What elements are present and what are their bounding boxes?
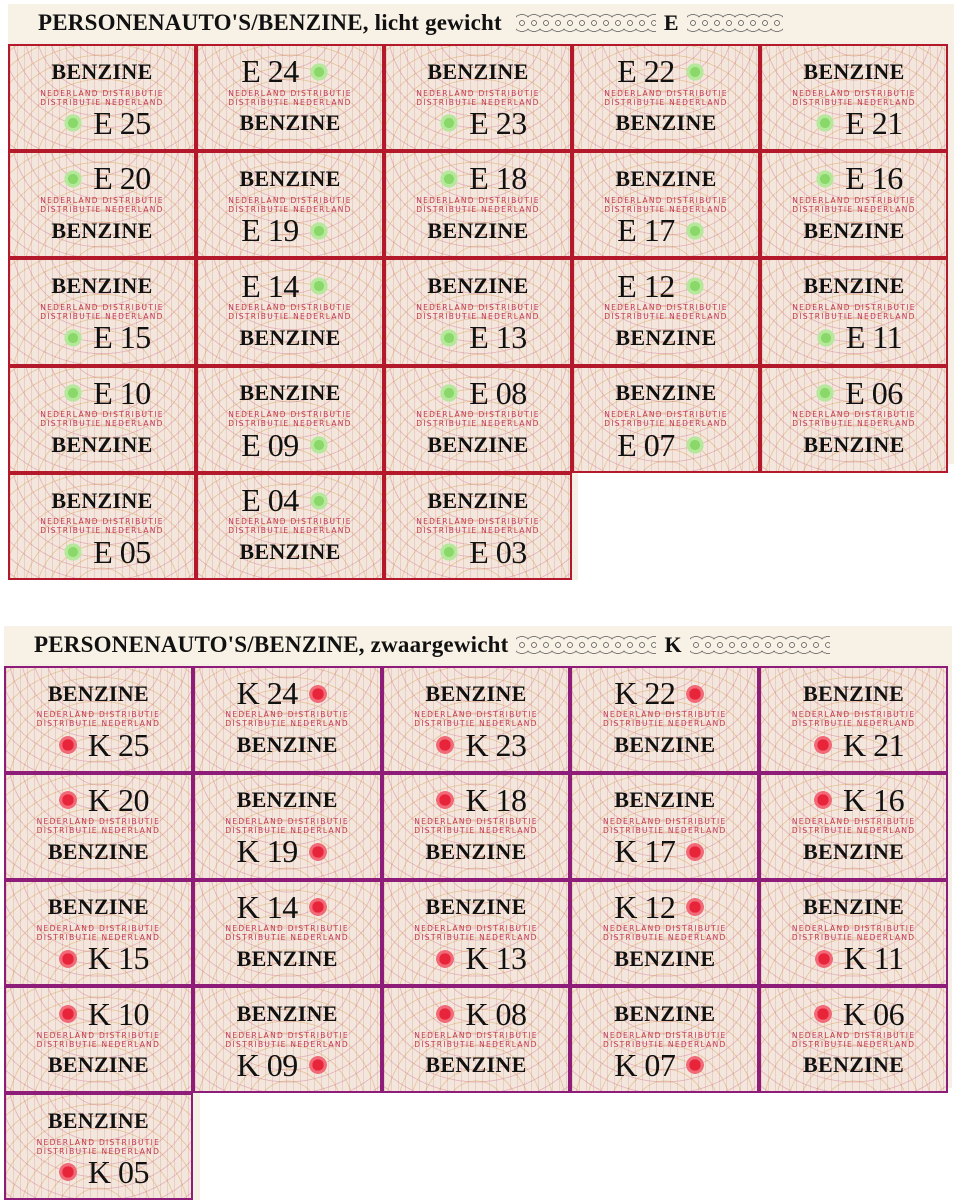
ornament-right-icon [687, 14, 783, 32]
coupon [760, 44, 948, 151]
coupon-code: E 11 [845, 319, 903, 356]
green-rosette-icon [685, 221, 705, 241]
red-ornament-icon [308, 842, 328, 862]
benzine-label: BENZINE [51, 487, 153, 513]
microtext-line: DISTRIBUTIE NEDERLAND [228, 526, 352, 536]
coupon-code: K 16 [843, 781, 905, 818]
benzine-label: BENZINE [51, 432, 153, 457]
coupon-code: E 12 [617, 267, 675, 304]
coupon-code: K 13 [465, 940, 527, 977]
coupon [193, 773, 382, 880]
sheet-title: PERSONENAUTO'S/BENZINE, zwaargewicht [34, 632, 509, 657]
microtext-line: DISTRIBUTIE NEDERLAND [36, 932, 161, 942]
microtext-line: NEDERLAND DISTRIBUTIE [228, 195, 352, 205]
microtext-line: DISTRIBUTIE NEDERLAND [228, 311, 352, 321]
microtext-line: NEDERLAND DISTRIBUTIE [36, 710, 161, 720]
green-rosette-icon [816, 328, 836, 348]
microtext-line: NEDERLAND DISTRIBUTIE [40, 410, 164, 420]
microtext-line: NEDERLAND DISTRIBUTIE [40, 302, 164, 312]
microtext-line: NEDERLAND DISTRIBUTIE [414, 1030, 538, 1040]
microtext-line: DISTRIBUTIE NEDERLAND [36, 1039, 161, 1049]
coupon [759, 773, 948, 880]
microtext-line: NEDERLAND DISTRIBUTIE [603, 817, 727, 827]
green-rosette-icon [63, 328, 83, 348]
coupon-code: E 19 [241, 212, 299, 249]
green-rosette-icon [439, 113, 459, 133]
coupon [759, 986, 948, 1093]
benzine-label: BENZINE [47, 894, 149, 920]
green-rosette-icon [815, 113, 835, 133]
red-ornament-icon [435, 735, 455, 755]
microtext-line: DISTRIBUTIE NEDERLAND [603, 1039, 727, 1049]
benzine-label: BENZINE [51, 273, 153, 299]
coupon-code: K 10 [87, 995, 149, 1032]
benzine-label: BENZINE [803, 58, 905, 84]
coupon-code: E 20 [93, 160, 151, 197]
microtext-line: NEDERLAND DISTRIBUTIE [36, 923, 161, 933]
coupon-code: K 22 [614, 675, 676, 712]
coupon-code: E 09 [241, 426, 299, 463]
ornament-left-icon [516, 14, 656, 32]
microtext-line: DISTRIBUTIE NEDERLAND [40, 97, 164, 107]
green-rosette-icon [309, 276, 329, 296]
coupon [8, 44, 196, 151]
microtext-line: NEDERLAND DISTRIBUTIE [603, 923, 727, 933]
coupon [572, 151, 760, 258]
coupon-code: K 21 [843, 726, 905, 763]
coupon [572, 44, 760, 151]
red-ornament-icon [308, 1055, 328, 1075]
microtext-line: NEDERLAND DISTRIBUTIE [791, 817, 916, 827]
red-ornament-icon [814, 949, 834, 969]
microtext-line: NEDERLAND DISTRIBUTIE [225, 710, 349, 720]
coupon-code: K 24 [236, 675, 298, 712]
benzine-label: BENZINE [427, 58, 529, 84]
microtext-line: NEDERLAND DISTRIBUTIE [791, 923, 916, 933]
benzine-label: BENZINE [614, 787, 716, 813]
microtext-line: NEDERLAND DISTRIBUTIE [416, 302, 540, 312]
coupon [384, 258, 572, 365]
coupon [196, 366, 384, 473]
green-rosette-icon [439, 328, 459, 348]
green-rosette-icon [685, 276, 705, 296]
microtext-line: NEDERLAND DISTRIBUTIE [416, 195, 540, 205]
microtext-line: DISTRIBUTIE NEDERLAND [228, 97, 352, 107]
ornament-left-icon [516, 636, 656, 654]
coupon-code: K 14 [236, 888, 298, 925]
coupon-code: E 07 [617, 426, 675, 463]
microtext-line: DISTRIBUTIE NEDERLAND [414, 1039, 538, 1049]
coupon-code: E 13 [469, 319, 527, 356]
benzine-label: BENZINE [239, 324, 341, 350]
sheet-letter: E [663, 10, 679, 35]
microtext-line: NEDERLAND DISTRIBUTIE [792, 302, 916, 312]
coupon [760, 258, 948, 365]
coupon-code: E 15 [93, 319, 151, 356]
coupon [193, 880, 382, 987]
microtext-line: NEDERLAND DISTRIBUTIE [416, 517, 540, 527]
coupon [8, 473, 196, 580]
benzine-label: BENZINE [427, 273, 529, 299]
benzine-label: BENZINE [425, 894, 527, 920]
microtext-line: NEDERLAND DISTRIBUTIE [225, 923, 349, 933]
benzine-label: BENZINE [51, 217, 153, 243]
coupon-code: E 17 [617, 212, 675, 249]
benzine-label: BENZINE [425, 680, 527, 706]
benzine-label: BENZINE [614, 945, 716, 971]
green-rosette-icon [63, 113, 83, 133]
red-ornament-icon [435, 949, 455, 969]
coupon [4, 1093, 193, 1200]
green-rosette-icon [815, 383, 835, 403]
coupon [382, 986, 571, 1093]
ornament-right-icon [690, 636, 830, 654]
coupon [8, 366, 196, 473]
microtext-line: DISTRIBUTIE NEDERLAND [603, 719, 727, 729]
microtext-line: DISTRIBUTIE NEDERLAND [225, 932, 349, 942]
benzine-label: BENZINE [803, 1052, 905, 1078]
benzine-label: BENZINE [47, 1107, 149, 1133]
red-ornament-icon [813, 790, 833, 810]
microtext-line: NEDERLAND DISTRIBUTIE [225, 817, 349, 827]
sheet-title: PERSONENAUTO'S/BENZINE, licht gewicht [38, 10, 502, 35]
green-rosette-icon [439, 383, 459, 403]
coupon-code: E 10 [93, 374, 151, 411]
microtext-line: DISTRIBUTIE NEDERLAND [416, 311, 540, 321]
coupon-code: E 14 [241, 267, 299, 304]
sheet-letter: K [664, 632, 682, 657]
coupon-code: E 06 [845, 374, 903, 411]
microtext-line: NEDERLAND DISTRIBUTIE [604, 88, 728, 98]
benzine-label: BENZINE [427, 432, 529, 457]
green-rosette-icon [309, 491, 329, 511]
coupon [196, 151, 384, 258]
coupon-code: E 04 [241, 482, 299, 519]
green-rosette-icon [309, 221, 329, 241]
coupon [384, 366, 572, 473]
microtext-line: DISTRIBUTIE NEDERLAND [792, 204, 916, 214]
coupon-code: E 03 [469, 533, 527, 570]
microtext-line: DISTRIBUTIE NEDERLAND [416, 419, 540, 429]
benzine-label: BENZINE [425, 838, 527, 864]
benzine-label: BENZINE [803, 217, 905, 243]
coupon-code: K 12 [614, 888, 676, 925]
coupon [760, 366, 948, 473]
benzine-label: BENZINE [236, 732, 338, 758]
benzine-label: BENZINE [239, 110, 341, 136]
coupon-code: E 16 [845, 160, 903, 197]
coupon-code: K 17 [614, 833, 676, 870]
benzine-label: BENZINE [803, 894, 905, 920]
benzine-label: BENZINE [427, 217, 529, 243]
microtext-line: DISTRIBUTIE NEDERLAND [604, 311, 728, 321]
microtext-line: NEDERLAND DISTRIBUTIE [414, 817, 538, 827]
coupon [760, 151, 948, 258]
coupon-code: K 08 [465, 995, 527, 1032]
microtext-line: DISTRIBUTIE NEDERLAND [791, 1039, 916, 1049]
benzine-label: BENZINE [615, 380, 717, 406]
microtext-line: NEDERLAND DISTRIBUTIE [40, 88, 164, 98]
red-ornament-icon [813, 735, 833, 755]
microtext-line: DISTRIBUTIE NEDERLAND [791, 826, 916, 836]
benzine-label: BENZINE [236, 945, 338, 971]
green-rosette-icon [685, 62, 705, 82]
benzine-label: BENZINE [47, 680, 149, 706]
coupon-grid [4, 666, 948, 1200]
coupon [196, 44, 384, 151]
microtext-line: DISTRIBUTIE NEDERLAND [225, 826, 349, 836]
coupon [8, 151, 196, 258]
red-ornament-icon [685, 1055, 705, 1075]
coupon [570, 666, 759, 773]
red-ornament-icon [685, 842, 705, 862]
benzine-label: BENZINE [803, 273, 905, 299]
coupon [572, 366, 760, 473]
coupon-sheet-e [8, 4, 954, 580]
benzine-label: BENZINE [425, 1052, 527, 1078]
coupon-code: E 21 [845, 104, 903, 141]
red-ornament-icon [58, 735, 78, 755]
coupon-code: K 09 [236, 1046, 298, 1083]
microtext-line: NEDERLAND DISTRIBUTIE [228, 410, 352, 420]
coupon [382, 666, 571, 773]
microtext-line: DISTRIBUTIE NEDERLAND [791, 932, 916, 942]
microtext-line: NEDERLAND DISTRIBUTIE [792, 410, 916, 420]
coupon [196, 473, 384, 580]
coupon-code: K 07 [614, 1046, 676, 1083]
microtext-line: DISTRIBUTIE NEDERLAND [792, 311, 916, 321]
benzine-label: BENZINE [615, 110, 717, 136]
coupon-grid [8, 44, 948, 580]
green-rosette-icon [63, 542, 83, 562]
sheet-header [8, 4, 954, 42]
microtext-line: DISTRIBUTIE NEDERLAND [416, 526, 540, 536]
red-ornament-icon [58, 1162, 78, 1182]
benzine-label: BENZINE [236, 1001, 338, 1027]
benzine-label: BENZINE [47, 1052, 149, 1078]
coupon-code: K 05 [87, 1153, 149, 1190]
coupon-code: K 15 [87, 940, 149, 977]
coupon [570, 986, 759, 1093]
green-rosette-icon [63, 383, 83, 403]
green-rosette-icon [63, 169, 83, 189]
red-ornament-icon [58, 790, 78, 810]
coupon [382, 880, 571, 987]
microtext-line: NEDERLAND DISTRIBUTIE [792, 88, 916, 98]
microtext-line: DISTRIBUTIE NEDERLAND [40, 204, 164, 214]
microtext-line: NEDERLAND DISTRIBUTIE [416, 410, 540, 420]
microtext-line: NEDERLAND DISTRIBUTIE [603, 1030, 727, 1040]
benzine-label: BENZINE [51, 58, 153, 84]
microtext-line: NEDERLAND DISTRIBUTIE [414, 710, 538, 720]
green-rosette-icon [439, 542, 459, 562]
red-ornament-icon [685, 897, 705, 917]
microtext-line: NEDERLAND DISTRIBUTIE [36, 817, 161, 827]
green-rosette-icon [309, 435, 329, 455]
coupon [4, 666, 193, 773]
microtext-line: DISTRIBUTIE NEDERLAND [36, 719, 161, 729]
coupon [196, 258, 384, 365]
coupon-code: E 18 [469, 160, 527, 197]
microtext-line: DISTRIBUTIE NEDERLAND [603, 932, 727, 942]
coupon-code: E 25 [93, 104, 151, 141]
microtext-line: DISTRIBUTIE NEDERLAND [414, 719, 538, 729]
microtext-line: DISTRIBUTIE NEDERLAND [40, 526, 164, 536]
coupon [759, 666, 948, 773]
coupon-code: E 05 [93, 533, 151, 570]
microtext-line: DISTRIBUTIE NEDERLAND [36, 1146, 161, 1156]
microtext-line: DISTRIBUTIE NEDERLAND [40, 419, 164, 429]
red-ornament-icon [435, 1004, 455, 1024]
microtext-line: NEDERLAND DISTRIBUTIE [792, 195, 916, 205]
microtext-line: DISTRIBUTIE NEDERLAND [414, 826, 538, 836]
microtext-line: DISTRIBUTIE NEDERLAND [604, 204, 728, 214]
coupon [384, 44, 572, 151]
coupon [382, 773, 571, 880]
benzine-label: BENZINE [427, 487, 529, 513]
red-ornament-icon [308, 897, 328, 917]
coupon [4, 773, 193, 880]
coupon-code: K 25 [87, 726, 149, 763]
microtext-line: DISTRIBUTIE NEDERLAND [228, 419, 352, 429]
coupon [572, 258, 760, 365]
microtext-line: DISTRIBUTIE NEDERLAND [225, 1039, 349, 1049]
microtext-line: DISTRIBUTIE NEDERLAND [791, 719, 916, 729]
coupon-code: E 23 [469, 104, 527, 141]
microtext-line: DISTRIBUTIE NEDERLAND [414, 932, 538, 942]
microtext-line: NEDERLAND DISTRIBUTIE [414, 923, 538, 933]
microtext-line: NEDERLAND DISTRIBUTIE [603, 710, 727, 720]
coupon-code: E 08 [469, 374, 527, 411]
microtext-line: NEDERLAND DISTRIBUTIE [604, 302, 728, 312]
microtext-line: NEDERLAND DISTRIBUTIE [604, 410, 728, 420]
red-ornament-icon [308, 684, 328, 704]
benzine-label: BENZINE [239, 165, 341, 191]
microtext-line: DISTRIBUTIE NEDERLAND [416, 204, 540, 214]
microtext-line: DISTRIBUTIE NEDERLAND [604, 419, 728, 429]
benzine-label: BENZINE [47, 838, 149, 864]
microtext-line: DISTRIBUTIE NEDERLAND [416, 97, 540, 107]
sheet-header [4, 626, 952, 664]
microtext-line: DISTRIBUTIE NEDERLAND [792, 419, 916, 429]
microtext-line: DISTRIBUTIE NEDERLAND [603, 826, 727, 836]
microtext-line: DISTRIBUTIE NEDERLAND [792, 97, 916, 107]
coupon-code: E 24 [241, 53, 299, 90]
microtext-line: NEDERLAND DISTRIBUTIE [228, 517, 352, 527]
microtext-line: NEDERLAND DISTRIBUTIE [791, 1030, 916, 1040]
coupon [759, 880, 948, 987]
microtext-line: DISTRIBUTIE NEDERLAND [36, 826, 161, 836]
coupon-code: K 18 [465, 781, 527, 818]
coupon [384, 473, 572, 580]
microtext-line: DISTRIBUTIE NEDERLAND [604, 97, 728, 107]
benzine-label: BENZINE [803, 838, 905, 864]
coupon [193, 666, 382, 773]
microtext-line: NEDERLAND DISTRIBUTIE [40, 195, 164, 205]
red-ornament-icon [58, 1004, 78, 1024]
coupon [570, 880, 759, 987]
benzine-label: BENZINE [615, 165, 717, 191]
coupon-code: K 19 [236, 833, 298, 870]
red-ornament-icon [435, 790, 455, 810]
green-rosette-icon [309, 62, 329, 82]
microtext-line: NEDERLAND DISTRIBUTIE [791, 710, 916, 720]
green-rosette-icon [685, 435, 705, 455]
benzine-label: BENZINE [236, 787, 338, 813]
red-ornament-icon [813, 1004, 833, 1024]
microtext-line: DISTRIBUTIE NEDERLAND [40, 311, 164, 321]
benzine-label: BENZINE [803, 680, 905, 706]
benzine-label: BENZINE [614, 732, 716, 758]
coupon-code: K 20 [87, 781, 149, 818]
benzine-label: BENZINE [615, 324, 717, 350]
benzine-label: BENZINE [614, 1001, 716, 1027]
coupon-code: K 23 [465, 726, 527, 763]
microtext-line: NEDERLAND DISTRIBUTIE [36, 1030, 161, 1040]
coupon [4, 986, 193, 1093]
microtext-line: NEDERLAND DISTRIBUTIE [36, 1137, 161, 1147]
red-ornament-icon [58, 949, 78, 969]
benzine-label: BENZINE [239, 539, 341, 565]
coupon-code: E 22 [617, 53, 675, 90]
coupon [193, 986, 382, 1093]
microtext-line: NEDERLAND DISTRIBUTIE [225, 1030, 349, 1040]
microtext-line: NEDERLAND DISTRIBUTIE [416, 88, 540, 98]
coupon [570, 773, 759, 880]
coupon [384, 151, 572, 258]
microtext-line: NEDERLAND DISTRIBUTIE [604, 195, 728, 205]
microtext-line: NEDERLAND DISTRIBUTIE [228, 88, 352, 98]
coupon-sheet-k [4, 626, 952, 1200]
benzine-label: BENZINE [803, 432, 905, 457]
coupon [8, 258, 196, 365]
microtext-line: NEDERLAND DISTRIBUTIE [228, 302, 352, 312]
coupon-code: K 06 [843, 995, 905, 1032]
microtext-line: DISTRIBUTIE NEDERLAND [225, 719, 349, 729]
microtext-line: NEDERLAND DISTRIBUTIE [40, 517, 164, 527]
benzine-label: BENZINE [239, 380, 341, 406]
green-rosette-icon [439, 169, 459, 189]
coupon-code: K 11 [843, 940, 904, 977]
coupon [4, 880, 193, 987]
red-ornament-icon [685, 684, 705, 704]
green-rosette-icon [815, 169, 835, 189]
microtext-line: DISTRIBUTIE NEDERLAND [228, 204, 352, 214]
